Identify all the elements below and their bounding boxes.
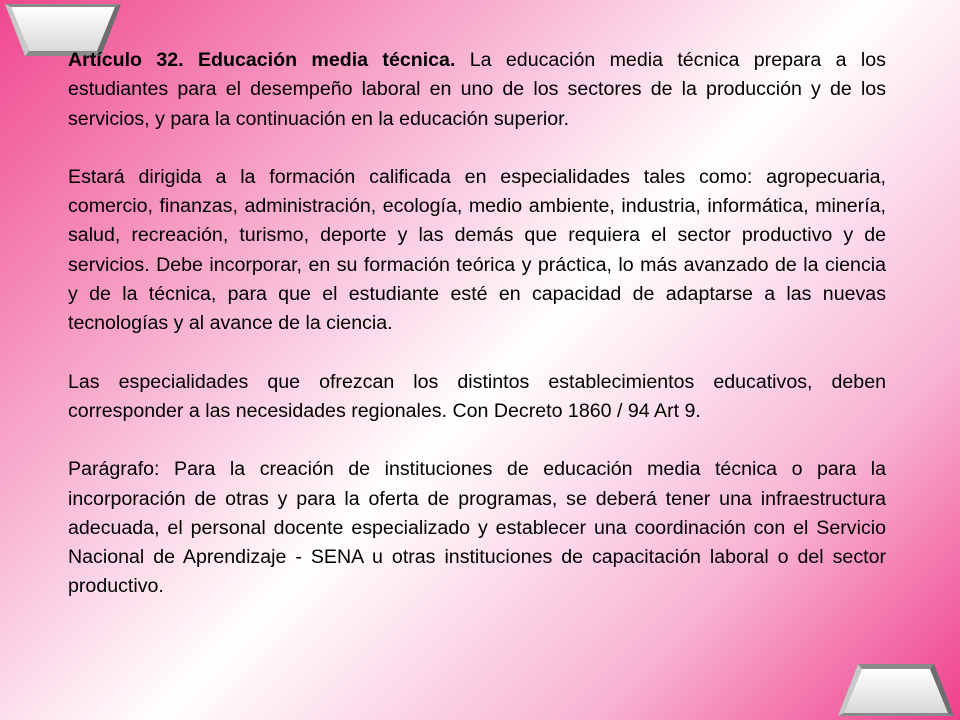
article-heading: Artículo 32. Educación media técnica. [68,49,456,71]
trapezoid-up-icon [836,662,956,718]
next-slide-button[interactable] [836,662,956,718]
article-text [68,46,886,602]
paragraph-3: Las especialidades que ofrezcan los distintos establecimientos educativos, deben corresponder a las necesidades regionales. Con Decreto 1860 / 94 Art 9. [68,370,886,422]
article-intro: La educación media técnica prepara a los estudiantes para el desempeño laboral en uno de los sectores de la producción y de los servicios, y para la continuación en la educación superior. [68,49,886,130]
paragraph-1 [68,46,886,134]
paragraph-2: Estará dirigida a la formación calificada en especialidades tales como: agropecuaria, comercio, finanzas, administración, ecología, medio ambiente, industria, informática, minería, salud, recreación, turismo, deporte y las demás que requiera el sector productivo y de servicios. Debe incorporar, en su formación teórica y práctica, lo más avanzado de la ciencia y de la técnica, para que el estudiante esté en capacidad de adaptarse a las nuevas tecnologías y al avance de la ciencia. [68,165,886,335]
paragraph-4: Parágrafo: Para la creación de instituciones de educación media técnica o para la incorporación de otras y para la oferta de programas, se deberá tener una infraestructura adecuada, el personal docente especializado y establecer una coordinación con el Servicio Nacional de Aprendizaje - SENA u otras instituciones de capacitación laboral o del sector productivo. [68,458,886,598]
